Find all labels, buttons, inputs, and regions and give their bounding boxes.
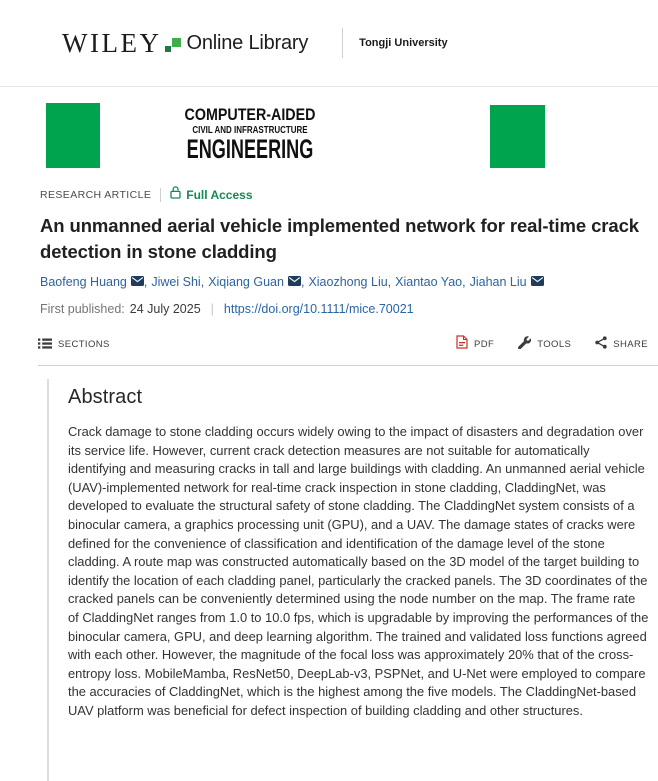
- first-published-date: 24 July 2025: [129, 302, 201, 316]
- pdf-file-icon: [456, 335, 468, 354]
- full-access-label: Full Access: [186, 188, 253, 202]
- author-link[interactable]: Xiqiang Guan: [208, 275, 284, 289]
- authors-row: [40, 275, 646, 289]
- author-link[interactable]: Jiahan Liu: [469, 275, 527, 289]
- type-divider: [160, 188, 161, 202]
- article-toolbar: [38, 335, 648, 354]
- institution-label: Tongji University: [359, 37, 448, 49]
- tools-label: TOOLS: [537, 339, 572, 350]
- wiley-logo-icon: [165, 36, 181, 53]
- article-title: An unmanned aerial vehicle implemented network for real-time crack detection in stone cladding: [40, 215, 639, 262]
- pub-divider: |: [210, 302, 214, 316]
- share-button[interactable]: [595, 336, 648, 354]
- journal-cover-block-left: [46, 103, 100, 168]
- sections-list-icon: [38, 336, 52, 354]
- email-icon[interactable]: [531, 275, 544, 289]
- author: Baofeng Huang ,: [40, 275, 148, 289]
- online-library-wordmark: Online Library: [186, 31, 309, 54]
- journal-title-line3: ENGINEERING: [186, 134, 314, 164]
- abstract-heading: Abstract: [68, 386, 143, 408]
- author: Xiaozhong Liu ,: [308, 275, 392, 289]
- open-lock-icon: [170, 186, 181, 204]
- share-label: SHARE: [613, 339, 648, 350]
- doi-link[interactable]: https://doi.org/10.1111/mice.70021: [223, 302, 414, 316]
- author: Xiantao Yao ,: [395, 275, 466, 289]
- tools-button[interactable]: [518, 336, 571, 354]
- journal-title-line2: CIVIL AND INFRASTRUCTURE: [192, 124, 308, 136]
- journal-title-line1: COMPUTER-AIDED: [184, 105, 316, 124]
- author-link[interactable]: Baofeng Huang: [40, 275, 127, 289]
- publication-info-row: [40, 302, 646, 316]
- journal-cover-block-right: [490, 105, 545, 168]
- header-divider: [342, 28, 343, 58]
- pdf-label: PDF: [474, 339, 495, 350]
- sections-button[interactable]: [38, 336, 110, 354]
- author-link[interactable]: Jiwei Shi: [151, 275, 201, 289]
- author: Xiqiang Guan ,: [208, 275, 305, 289]
- wrench-icon: [518, 336, 531, 354]
- share-icon: [595, 336, 607, 354]
- first-published-label: First published:: [40, 302, 125, 316]
- pdf-button[interactable]: [456, 335, 494, 354]
- author-link[interactable]: Xiaozhong Liu: [308, 275, 388, 289]
- journal-banner: [0, 103, 658, 169]
- wiley-wordmark: WILEY: [62, 27, 162, 58]
- email-icon[interactable]: [288, 275, 301, 289]
- author: [470, 275, 544, 289]
- content-divider: [38, 365, 658, 366]
- email-icon[interactable]: [131, 275, 144, 289]
- author-link[interactable]: Xiantao Yao: [395, 275, 463, 289]
- abstract-text: Crack damage to stone cladding occurs widely owing to the impact of disasters and degradation over its service life. However, current crack detection measures are not suitable for automatically identifying and measuring cracks in tall and large buildings with cladding. An unmanned aerial vehicle (UAV)-implemented network for real-time crack inspection in stone cladding, CladdingNet, was developed to evaluate the structural safety of stone cladding. The CladdingNet system consists of a binocular camera, a graphics processing unit (GPU), and a UAV. The damage states of cracks were defined for the convenience of classification and identification of the damage level of the stone cladding. A route map was constructed automatically based on the 3D model of the target building to identify the location of each cladding panel, particularly the cracked panels. The 3D coordinates of the cracked panels can be conveniently determined using the node number on the map. The frame rate of CladdingNet ranges from 1.0 to 10.0 fps, which is upgradable by improving the performances of the binocular camera, GPU, and deep learning algorithm. The trained and validated loss functions agreed with each other. However, the magnitude of the focal loss was approximately 20% that of the cross-entropy loss. MobileMamba, ResNet50, DeepLab-v3, PSPNet, and U-Net were employed to compare the accuracies of CladdingNet, which is the highest among the five models. The CladdingNet-based UAV platform was beneficial for defect inspection of building cladding and other structures.: [68, 424, 649, 718]
- site-header: [0, 0, 658, 87]
- author: Jiwei Shi ,: [151, 275, 205, 289]
- sections-label: SECTIONS: [58, 339, 110, 350]
- abstract-section: [47, 379, 658, 781]
- wiley-online-library-logo[interactable]: [62, 27, 309, 58]
- article-type-label: RESEARCH ARTICLE: [40, 189, 152, 201]
- full-access-badge: [170, 186, 252, 204]
- journal-title-link[interactable]: [100, 106, 400, 162]
- article-meta: [40, 186, 646, 316]
